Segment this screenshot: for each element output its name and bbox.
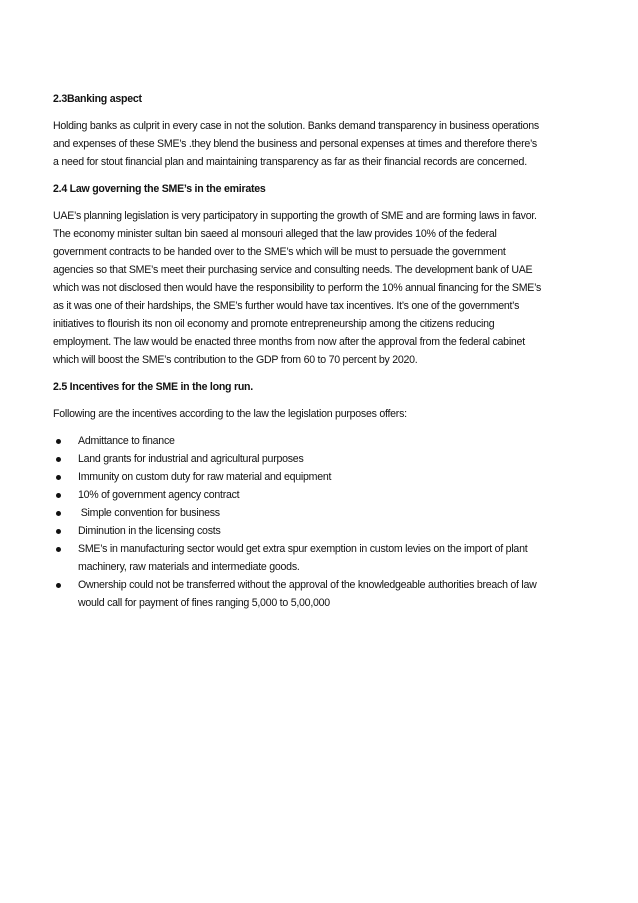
list-item-text: SME’s in manufacturing sector would get extra spur exemption in custom levies on the import of plant machinery, raw materials and intermediate goods. (78, 543, 528, 573)
list-item (53, 450, 543, 468)
section-heading-law: 2.4 Law governing the SME’s in the emirates (53, 183, 266, 195)
list-item-text: Ownership could not be transferred without the approval of the knowledgeable authorities breach of law would call for payment of fines ranging 5,000 to 5,00,000 (78, 579, 537, 609)
list-item-text: Simple convention for business (78, 507, 220, 519)
list-item (53, 468, 543, 486)
list-item (53, 540, 543, 576)
document-page (53, 90, 543, 612)
bullet-icon (56, 511, 61, 516)
section-paragraph-law: UAE’s planning legislation is very participatory in supporting the growth of SME and are forming laws in favor. The economy minister sultan bin saeed al monsouri alleged that the law provides 10% of the federal government contracts to be handed over to the SME’s which will be must to persuade the government agencies so that SME’s meet their purchasing service and consulting needs. The development bank of UAE which was not disclosed then would have the responsibility to perform the 10% annual financing for the SME’s as it was one of their hardships, the SME’s further would have tax incentives. It’s one of the government’s initiatives to flourish its non oil economy and promote entrepreneurship among the citizens reducing employment. The law would be enacted three months from now after the approval from the federal cabinet which will boost the SME’s contribution to the GDP from 60 to 70 percent by 2020. (53, 210, 542, 366)
bullet-icon (56, 547, 61, 552)
bullet-icon (56, 493, 61, 498)
bullet-icon (56, 457, 61, 462)
section-heading-banking: 2.3Banking aspect (53, 93, 142, 105)
bullet-icon (56, 529, 61, 534)
incentives-list (53, 432, 543, 612)
list-item-text: Land grants for industrial and agricultural purposes (78, 453, 304, 465)
list-item (53, 504, 543, 522)
section-paragraph-banking: Holding banks as culprit in every case in not the solution. Banks demand transparency in business operations and expenses of these SME’s .they blend the business and personal expenses at times and therefore there’s a need for stout financial plan and maintaining transparency as far as their financial records are concerned. (53, 120, 539, 168)
list-item (53, 576, 543, 612)
list-item-text: Diminution in the licensing costs (78, 525, 221, 537)
section-heading-incentives: 2.5 Incentives for the SME in the long run. (53, 381, 253, 393)
list-item-text: Immunity on custom duty for raw material and equipment (78, 471, 332, 483)
list-item (53, 522, 543, 540)
bullet-icon (56, 439, 61, 444)
list-item-text: 10% of government agency contract (78, 489, 240, 501)
bullet-icon (56, 475, 61, 480)
list-item-text: Admittance to finance (78, 435, 175, 447)
list-item (53, 432, 543, 450)
bullet-icon (56, 583, 61, 588)
section-paragraph-incentives: Following are the incentives according to the law the legislation purposes offers: (53, 408, 407, 420)
list-item (53, 486, 543, 504)
